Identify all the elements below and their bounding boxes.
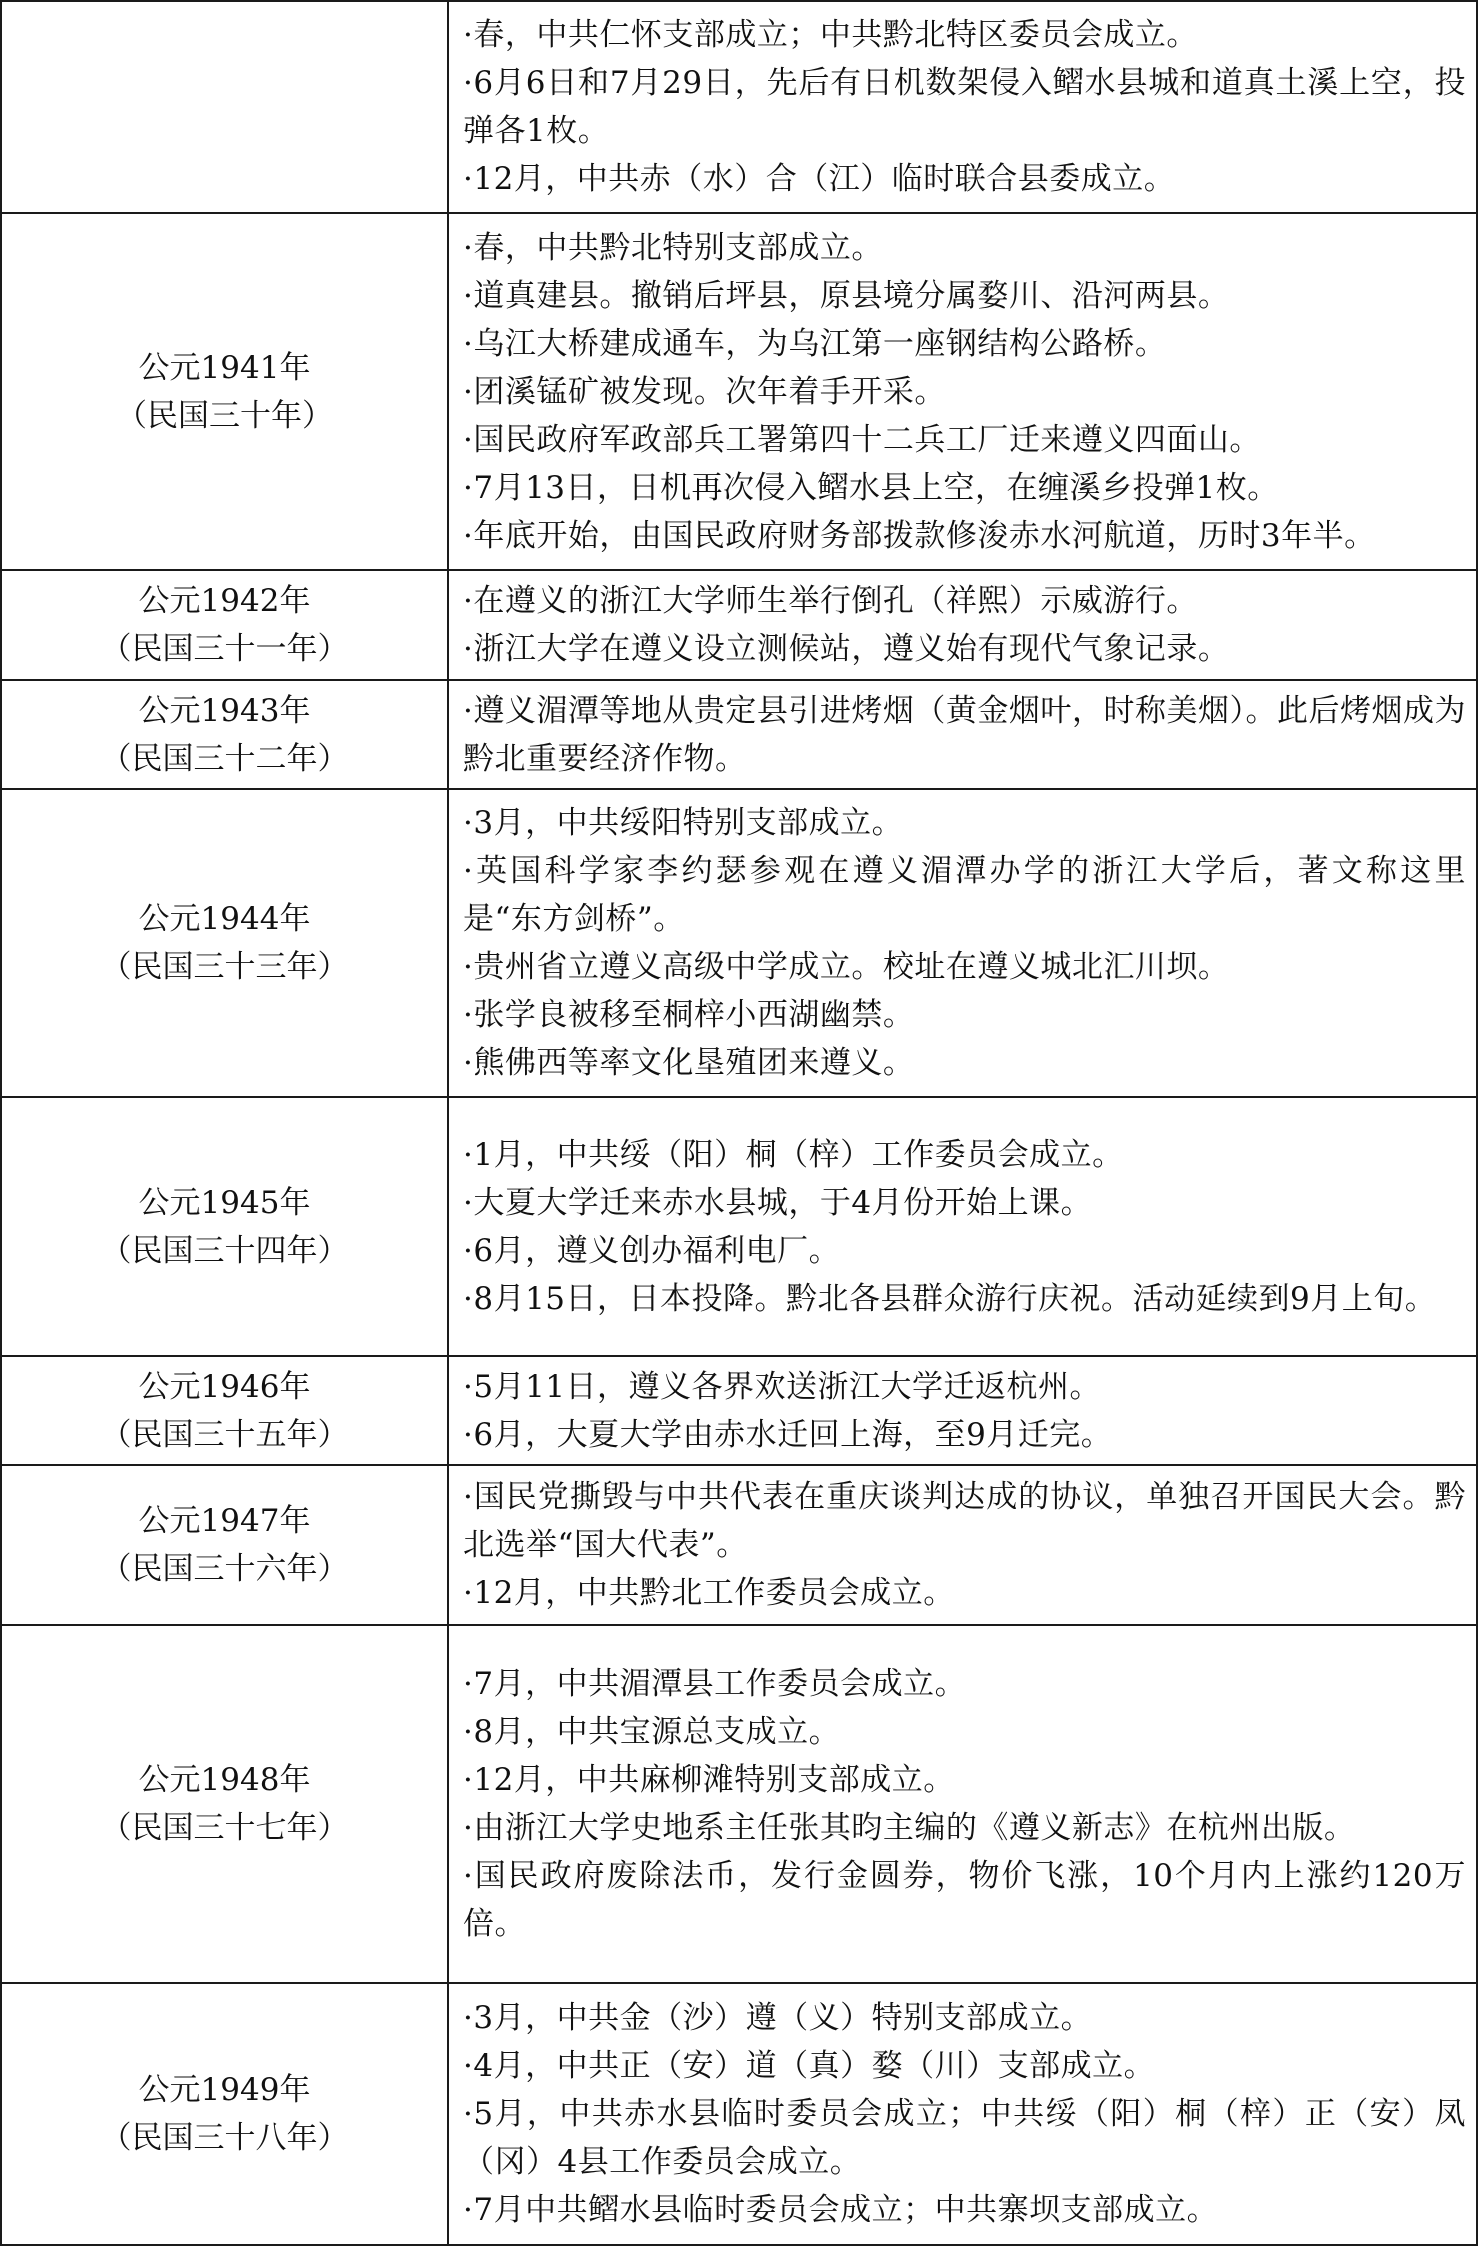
table-row — [1, 213, 1477, 570]
event-item: ·贵州省立遵义高级中学成立。校址在遵义城北汇川坝。 — [463, 949, 1230, 985]
event-item: ·5月11日，遵义各界欢送浙江大学迁返杭州。 — [463, 1368, 1102, 1405]
event-item: ·1月，中共绥（阳）桐（梓）工作委员会成立。 — [463, 1136, 1124, 1173]
event-item: ·8月，中共宝源总支成立。 — [463, 1714, 841, 1750]
table-row — [1, 789, 1477, 1097]
year-label: 公元1941年 — [138, 349, 311, 386]
era-label: （民国三十一年） — [100, 631, 349, 667]
event-item: ·12月，中共黔北工作委员会成立。 — [463, 1575, 955, 1611]
events-cell — [448, 1356, 1477, 1465]
year-label: 公元1949年 — [138, 2072, 311, 2108]
event-item: ·春，中共黔北特别支部成立。 — [463, 229, 883, 266]
year-label: 公元1946年 — [138, 1368, 311, 1405]
era-label: （民国三十七年） — [100, 1810, 349, 1846]
year-cell — [1, 1625, 448, 1983]
table-row — [1, 1, 1477, 213]
events-cell — [448, 1097, 1477, 1356]
event-item: ·4月，中共正（安）道（真）婺（川）支部成立。 — [463, 2048, 1156, 2084]
era-label: （民国三十六年） — [100, 1551, 349, 1587]
table-row — [1, 1983, 1477, 2245]
era-label: （民国三十年） — [116, 397, 333, 434]
year-label: 公元1942年 — [138, 583, 311, 619]
event-item: ·6月6日和7月29日，先后有日机数架侵入鳛水县城和道真土溪上空，投弹各1枚。 — [463, 65, 1466, 149]
event-item: ·5月，中共赤水县临时委员会成立；中共绥（阳）桐（梓）正（安）凤（冈）4县工作委员会成立。 — [463, 2096, 1466, 2180]
era-label: （民国三十二年） — [100, 740, 349, 777]
event-item: ·道真建县。撤销后坪县，原县境分属婺川、沿河两县。 — [463, 277, 1230, 314]
event-item: ·7月，中共湄潭县工作委员会成立。 — [463, 1666, 967, 1702]
year-cell — [1, 680, 448, 789]
year-label: 公元1945年 — [138, 1184, 311, 1221]
table-row — [1, 680, 1477, 789]
event-item: ·年底开始，由国民政府财务部拨款修浚赤水河航道，历时3年半。 — [463, 517, 1376, 554]
event-item: ·12月，中共麻柳滩特别支部成立。 — [463, 1762, 955, 1798]
event-item: ·3月，中共金（沙）遵（义）特别支部成立。 — [463, 2000, 1093, 2036]
era-label: （民国三十五年） — [100, 1416, 349, 1453]
era-label: （民国三十三年） — [100, 949, 349, 985]
event-item: ·7月中共鳛水县临时委员会成立；中共寨坝支部成立。 — [463, 2192, 1219, 2228]
era-label: （民国三十八年） — [100, 2120, 349, 2156]
table-row — [1, 1097, 1477, 1356]
table-row — [1, 570, 1477, 680]
event-item: ·国民党撕毁与中共代表在重庆谈判达成的协议，单独召开国民大会。黔北选举“国大代表”。 — [463, 1479, 1466, 1563]
era-label: （民国三十四年） — [100, 1232, 349, 1269]
event-item: ·张学良被移至桐梓小西湖幽禁。 — [463, 997, 915, 1033]
year-label: 公元1947年 — [138, 1503, 311, 1539]
year-cell — [1, 1, 448, 213]
year-label: 公元1944年 — [138, 901, 311, 937]
events-cell — [448, 1983, 1477, 2245]
year-cell — [1, 789, 448, 1097]
events-cell — [448, 1465, 1477, 1625]
year-label: 公元1948年 — [138, 1762, 311, 1798]
events-cell — [448, 570, 1477, 680]
events-cell — [448, 680, 1477, 789]
year-cell — [1, 213, 448, 570]
table-row — [1, 1625, 1477, 1983]
table-row — [1, 1356, 1477, 1465]
event-item: ·大夏大学迁来赤水县城，于4月份开始上课。 — [463, 1184, 1093, 1221]
year-cell — [1, 1983, 448, 2245]
events-cell — [448, 1, 1477, 213]
event-item: ·乌江大桥建成通车，为乌江第一座钢结构公路桥。 — [463, 325, 1167, 362]
events-cell — [448, 789, 1477, 1097]
chronicle-table-body — [1, 1, 1477, 2245]
event-item: ·6月，遵义创办福利电厂。 — [463, 1232, 841, 1269]
event-item: ·在遵义的浙江大学师生举行倒孔（祥熙）示威游行。 — [463, 583, 1198, 619]
event-item: ·浙江大学在遵义设立测候站，遵义始有现代气象记录。 — [463, 631, 1230, 667]
event-item: ·国民政府废除法币，发行金圆券，物价飞涨，10个月内上涨约120万倍。 — [463, 1858, 1466, 1942]
event-item: ·8月15日，日本投降。黔北各县群众游行庆祝。活动延续到9月上旬。 — [463, 1280, 1437, 1317]
year-cell — [1, 1356, 448, 1465]
year-cell — [1, 570, 448, 680]
event-item: ·春，中共仁怀支部成立；中共黔北特区委员会成立。 — [463, 17, 1198, 53]
event-item: ·熊佛西等率文化垦殖团来遵义。 — [463, 1045, 915, 1081]
event-item: ·12月，中共赤（水）合（江）临时联合县委成立。 — [463, 161, 1176, 197]
event-item: ·7月13日，日机再次侵入鳛水县上空，在缠溪乡投弹1枚。 — [463, 469, 1279, 506]
event-item: ·6月，大夏大学由赤水迁回上海，至9月迁完。 — [463, 1416, 1113, 1453]
event-item: ·英国科学家李约瑟参观在遵义湄潭办学的浙江大学后，著文称这里是“东方剑桥”。 — [463, 853, 1466, 937]
event-item: ·3月，中共绥阳特别支部成立。 — [463, 805, 904, 841]
event-item: ·由浙江大学史地系主任张其昀主编的《遵义新志》在杭州出版。 — [463, 1810, 1356, 1846]
event-item: ·团溪锰矿被发现。次年着手开采。 — [463, 373, 946, 410]
year-cell — [1, 1465, 448, 1625]
event-item: ·国民政府军政部兵工署第四十二兵工厂迁来遵义四面山。 — [463, 421, 1261, 458]
table-row — [1, 1465, 1477, 1625]
event-item: ·遵义湄潭等地从贵定县引进烤烟（黄金烟叶，时称美烟）。此后烤烟成为黔北重要经济作物。 — [463, 692, 1466, 777]
events-cell — [448, 1625, 1477, 1983]
year-cell — [1, 1097, 448, 1356]
events-cell — [448, 213, 1477, 570]
year-label: 公元1943年 — [138, 692, 311, 729]
